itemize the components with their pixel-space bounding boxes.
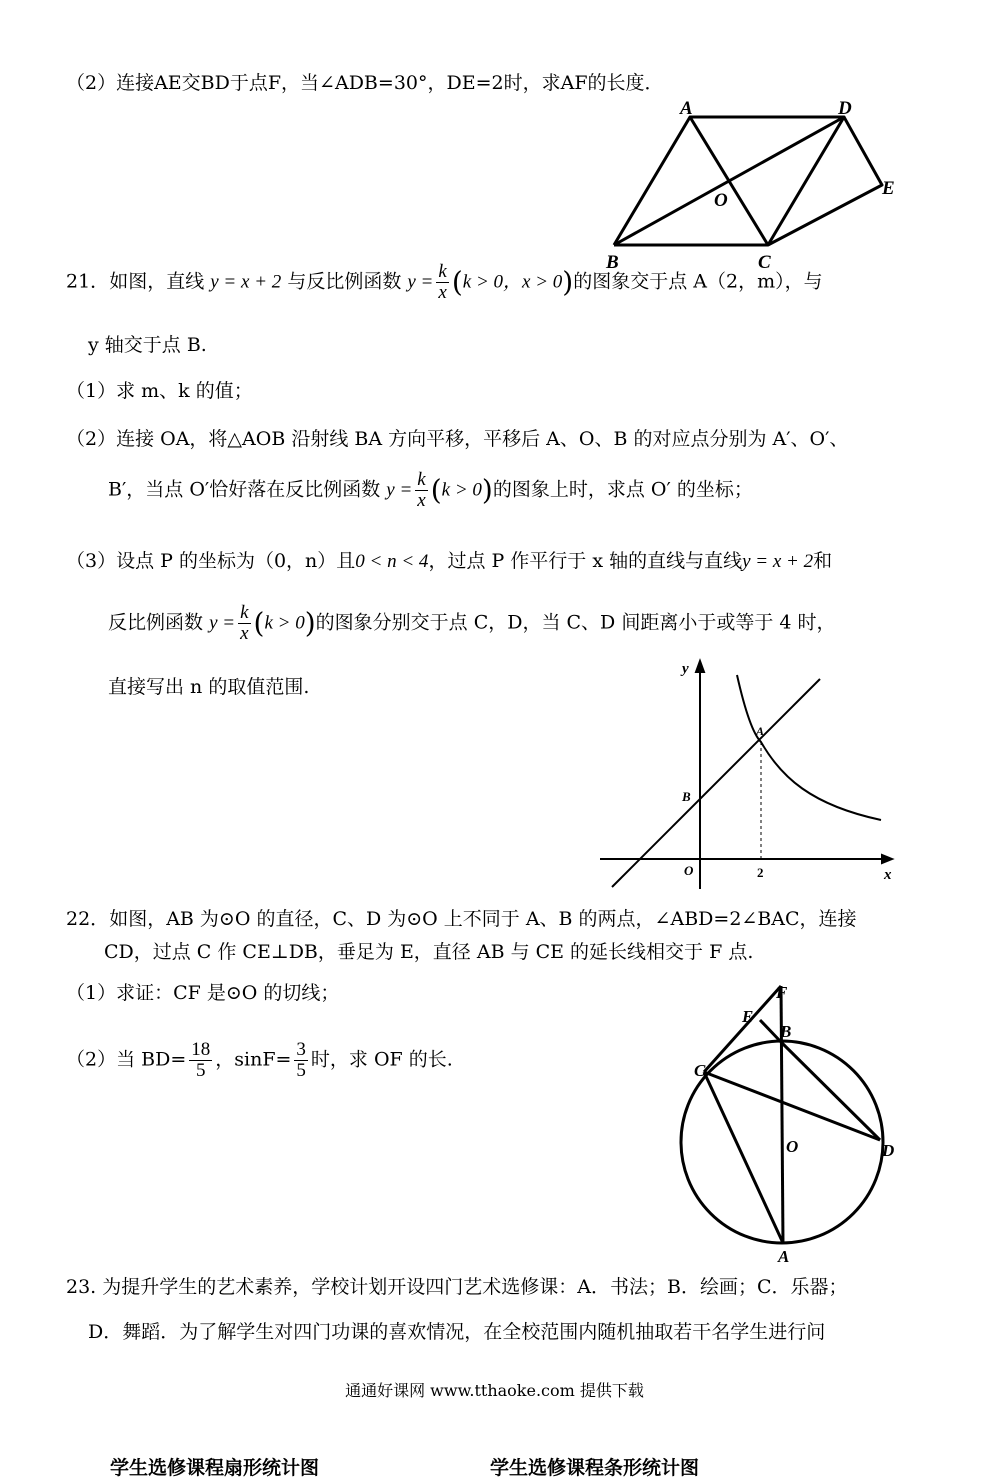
q22-label-f: F	[776, 983, 788, 1002]
q22-label-b: B	[780, 1022, 792, 1041]
q21-p3a-b: ，过点 P 作平行于 x 轴的直线与直线	[428, 550, 743, 572]
q21-part1: （1）求 m、k 的值；	[66, 380, 253, 402]
q22-label-a: A	[778, 1247, 790, 1265]
q21-p3a-c: 和	[813, 550, 833, 572]
func-fraction-3: $\frac{k}{x}$	[240, 602, 249, 644]
func-fraction-2: $\frac{k}{x}$	[417, 469, 426, 511]
q21-ineq: 0 < n < 4	[355, 551, 429, 572]
q22-label-e: E	[742, 1007, 754, 1026]
q21-part2a: （2）连接 OA，将△AOB 沿射线 BA 方向平移，平移后 A、O、B 的对应点分别为 A′、O′、	[66, 428, 849, 450]
q20-label-o: O	[714, 190, 728, 211]
q22-bd-fraction: $\frac{18}{5}$	[191, 1039, 211, 1081]
q21-part3b: 反比例函数 y = $\frac{k}{x}$ (k > 0)的图象分别交于点 C，D，当 C、D 间距离小于或等于 4 时，	[108, 602, 836, 644]
q21-function-graph	[596, 655, 911, 895]
q21-l1c: 的图象交于点 A（2，m），与	[573, 270, 823, 293]
q22-p2-b: ，sinF=	[215, 1048, 292, 1071]
q21-line2: y 轴交于点 B.	[88, 334, 207, 356]
q21-p2b-a: B′，当点 O′恰好落在反比例函数	[108, 478, 381, 501]
q22-label-d: D	[882, 1141, 895, 1160]
q22-label-c: C	[694, 1061, 706, 1080]
q22-l1: 如图，AB 为⊙O 的直径，C、D 为⊙O 上不同于 A、B 的两点，∠ABD=2∠BAC，连接	[109, 908, 857, 930]
func-y-3: y =	[209, 612, 236, 634]
q20-part2: （2）连接AE交BD于点F，当∠ADB=30°，DE=2时，求AF的长度．	[66, 72, 664, 94]
func-y: y =	[407, 271, 434, 293]
q23-line2: D．舞蹈．为了解学生对四门功课的喜欢情况，在全校范围内随机抽取若干名学生进行问	[88, 1321, 826, 1343]
q20-parallelogram-figure	[600, 96, 910, 276]
q21-p2b-b: 的图象上时，求点 O′ 的坐标；	[492, 478, 753, 501]
q22-line1	[66, 908, 857, 931]
q21-number: 21．	[66, 270, 110, 293]
q20-label-a: A	[680, 98, 693, 119]
q21-part2b: B′，当点 O′恰好落在反比例函数 y = $\frac{k}{x}$ (k > 0)的图象上时，求点 O′ 的坐标；	[108, 469, 753, 511]
bar-chart-title: 学生选修课程条形统计图	[490, 1457, 700, 1479]
q22-part2	[66, 1040, 453, 1081]
q21-eq-2: y = x + 2	[742, 551, 814, 572]
q21-l1a: 如图，直线	[109, 270, 205, 293]
q22-p2-a: （2）当 BD=	[66, 1048, 187, 1071]
graph-label-x: x	[884, 867, 892, 883]
graph-label-y: y	[682, 661, 689, 677]
q22-number: 22．	[66, 908, 110, 930]
graph-label-b: B	[682, 789, 691, 804]
page-footer: 通通好课网 www.tthaoke.com 提供下载	[345, 1381, 644, 1400]
func-cond1: k > 0，x > 0	[462, 271, 563, 293]
func-y-2: y =	[386, 479, 413, 501]
q22-p2-c: 时，求 OF 的长.	[310, 1048, 453, 1071]
q22-line2: CD，过点 C 作 CE⊥DB，垂足为 E，直径 AB 与 CE 的延长线相交于 F 点.	[104, 941, 754, 963]
graph-label-2: 2	[757, 865, 764, 880]
q20-label-b: B	[606, 252, 619, 273]
q21-line-eq: y = x + 2	[210, 271, 282, 293]
q20-label-d: D	[838, 98, 852, 119]
q21-p3b-a: 反比例函数	[108, 611, 204, 634]
q21-l1b: 与反比例函数	[287, 270, 402, 293]
q21-part3a	[66, 550, 832, 574]
q21-line1: 21．如图，直线 y = x + 2 与反比例函数 y = $\frac{k}{x}$ (k > 0，x > 0)的图象交于点 A（2，m），与	[66, 261, 823, 303]
pie-chart-title: 学生选修课程扇形统计图	[110, 1457, 320, 1479]
func-cond2: k > 0	[441, 479, 482, 501]
func-cond2-3: k > 0	[264, 612, 305, 634]
q20-label-e: E	[882, 178, 895, 199]
q21-p3a-a: （3）设点 P 的坐标为（0，n）且	[66, 550, 356, 572]
q21-p3b-b: 的图象分别交于点 C，D，当 C、D 间距离小于或等于 4 时，	[315, 611, 836, 634]
q23-line1: 23. 为提升学生的艺术素养，学校计划开设四门艺术选修课：A．书法；B．绘画；C．乐器；	[66, 1276, 848, 1298]
q22-part1: （1）求证：CF 是⊙O 的切线；	[66, 982, 340, 1004]
func-fraction: $\frac{k}{x}$	[438, 261, 447, 303]
q21-part3c: 直接写出 n 的取值范围.	[108, 676, 310, 698]
graph-label-a: A	[756, 724, 765, 738]
q22-label-o: O	[786, 1137, 799, 1156]
q22-sin-fraction: $\frac{3}{5}$	[296, 1039, 306, 1081]
graph-label-o: O	[684, 863, 694, 878]
q20-label-c: C	[758, 252, 771, 273]
q22-circle-figure	[670, 980, 910, 1265]
